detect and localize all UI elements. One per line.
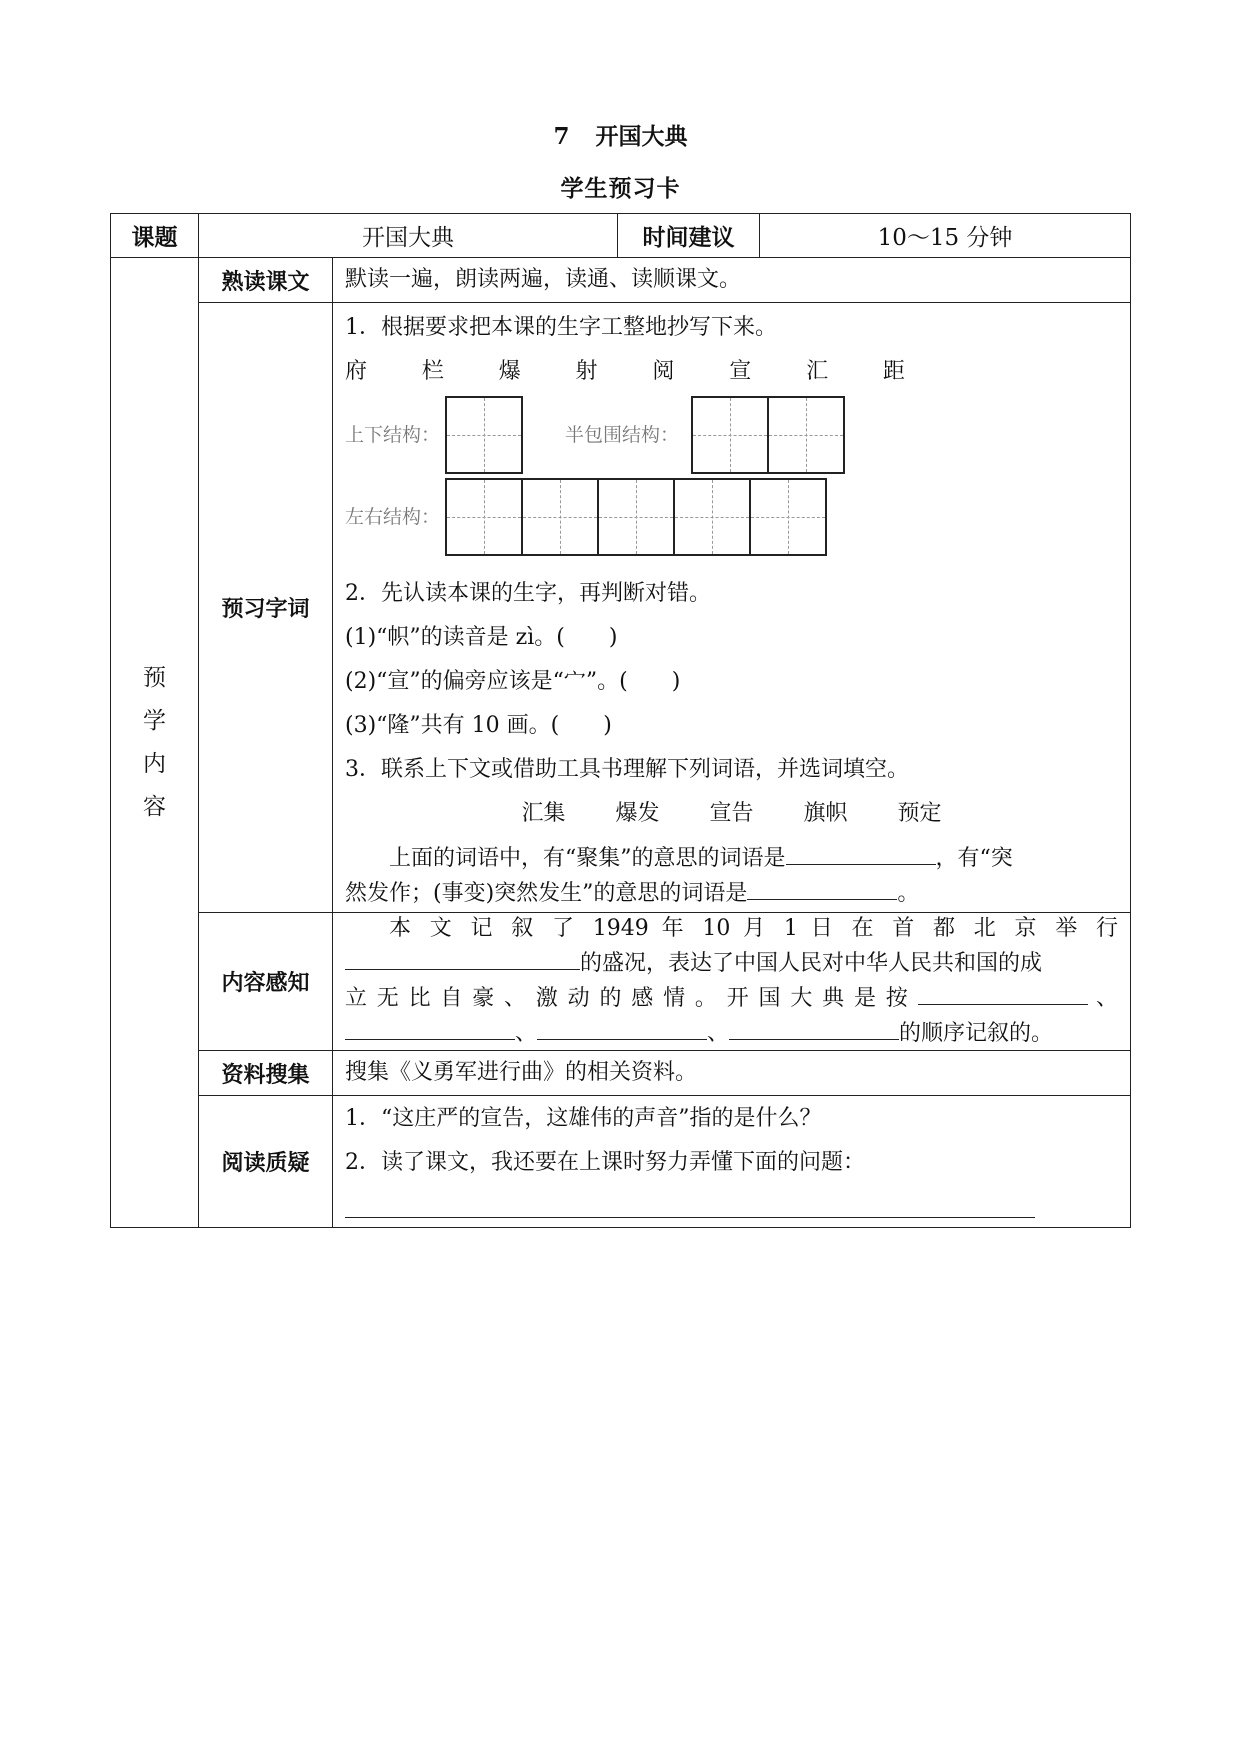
lesson-number: 7: [553, 123, 570, 150]
content-line-1: 本 文 记 叙 了 1949 年 10 月 1 日 在 首 都 北 京 举 行: [389, 916, 1118, 941]
preview-card-table: [110, 213, 1131, 1228]
lesson-title: 开国大典: [595, 124, 688, 150]
row-label-content: 内容感知: [199, 913, 333, 1051]
page-title: [0, 118, 1241, 151]
row-label-collect: 资料搜集: [199, 1051, 333, 1096]
content-line-2: 的盛况，表达了中国人民对中华人民共和国的成: [345, 945, 1118, 980]
writing-box[interactable]: [751, 478, 827, 556]
grid-label-top-down: 上下结构：: [345, 423, 441, 446]
row-label-read: 熟读课文: [199, 258, 333, 303]
grid-label-left-right: 左右结构：: [345, 505, 441, 528]
writing-box[interactable]: [675, 478, 751, 556]
grid-row-2: [345, 476, 1118, 558]
writing-box[interactable]: [599, 478, 675, 556]
reading-question-1: 1．“这庄严的宣告，这雄伟的声音”指的是什么？: [345, 1106, 822, 1131]
time-value: 10～15 分钟: [760, 214, 1131, 258]
char-item: 府: [345, 358, 368, 384]
writing-box[interactable]: [691, 396, 769, 474]
question-1: 1．根据要求把本课的生字工整地抄写下来。: [345, 314, 777, 340]
content-text: [333, 913, 1131, 1051]
word-choice: 预定: [897, 800, 942, 826]
answer-blank[interactable]: [537, 1015, 707, 1040]
answer-blank[interactable]: [345, 945, 580, 970]
writing-grid-left-right: [445, 478, 827, 556]
row-question: [111, 1096, 1131, 1228]
answer-blank[interactable]: [786, 840, 936, 865]
fill-in-sentence-cont: 然发作；(事变)突然发生”的意思的词语是 。: [345, 875, 1118, 910]
char-item: 射: [575, 358, 598, 384]
char-item: 宣: [729, 358, 752, 384]
grid-row-1: [345, 394, 1118, 476]
fill-in-sentence: 上面的词语中，有“聚集”的意思的词语是 ，有“突: [345, 840, 1118, 875]
word-choice: 爆发: [615, 800, 660, 826]
header-row: [111, 214, 1131, 258]
writing-box[interactable]: [445, 478, 523, 556]
writing-grid-top-down: [445, 396, 523, 474]
word-choice: 汇集: [521, 800, 566, 826]
char-item: 距: [882, 358, 905, 384]
question-content: [333, 1096, 1131, 1228]
row-label-words: 预习字词: [199, 303, 333, 913]
word-choices: [345, 792, 1118, 836]
row-read: [111, 258, 1131, 303]
word-choice: 旗帜: [803, 800, 848, 826]
side-label: 预 学 内 容: [111, 258, 199, 1228]
writing-box[interactable]: [445, 396, 523, 474]
row-words: [111, 303, 1131, 913]
char-item: 栏: [421, 358, 444, 384]
read-instruction: 默读一遍，朗读两遍，读通、读顺课文。: [333, 258, 1131, 303]
topic-label: 课题: [111, 214, 199, 258]
reading-question-2: 2．读了课文，我还要在上课时努力弄懂下面的问题：: [345, 1150, 865, 1175]
question-2-2: (2)“宣”的偏旁应该是“宀”。( ): [345, 668, 681, 694]
answer-blank[interactable]: [345, 1015, 515, 1040]
content-line-4: 、 、 的顺序记叙的。: [345, 1015, 1118, 1050]
char-item: 爆: [498, 358, 521, 384]
page-subtitle: 学生预习卡: [560, 176, 681, 202]
grid-label-half-enclosed: 半包围结构：: [565, 423, 680, 446]
question-3: 3．联系上下文或借助工具书理解下列词语，并选词填空。: [345, 756, 909, 782]
question-2-1: (1)“帜”的读音是 zì。( ): [345, 624, 618, 650]
topic-value: 开国大典: [199, 214, 618, 258]
char-item: 汇: [806, 358, 829, 384]
char-list: [345, 350, 905, 394]
content-line-3: 立 无 比 自 豪 、 激 动 的 感 情 。 开 国 大 典 是 按 、: [345, 980, 1118, 1015]
answer-blank[interactable]: [918, 980, 1088, 1005]
row-collect: [111, 1051, 1131, 1096]
answer-blank[interactable]: [747, 875, 897, 900]
row-label-question: 阅读质疑: [199, 1096, 333, 1228]
question-2: 2．先认读本课的生字，再判断对错。: [345, 580, 711, 606]
answer-blank[interactable]: [729, 1015, 899, 1040]
writing-box[interactable]: [769, 396, 845, 474]
answer-line[interactable]: [345, 1191, 1035, 1218]
word-choice: 宣告: [709, 800, 754, 826]
time-label: 时间建议: [618, 214, 760, 258]
words-content: [333, 303, 1131, 913]
char-item: 阅: [652, 358, 675, 384]
writing-grid-half-enclosed: [691, 396, 845, 474]
collect-text: 搜集《义勇军进行曲》的相关资料。: [333, 1051, 1131, 1096]
question-2-3: (3)“隆”共有 10 画。( ): [345, 712, 612, 738]
row-content: [111, 913, 1131, 1051]
writing-box[interactable]: [523, 478, 599, 556]
